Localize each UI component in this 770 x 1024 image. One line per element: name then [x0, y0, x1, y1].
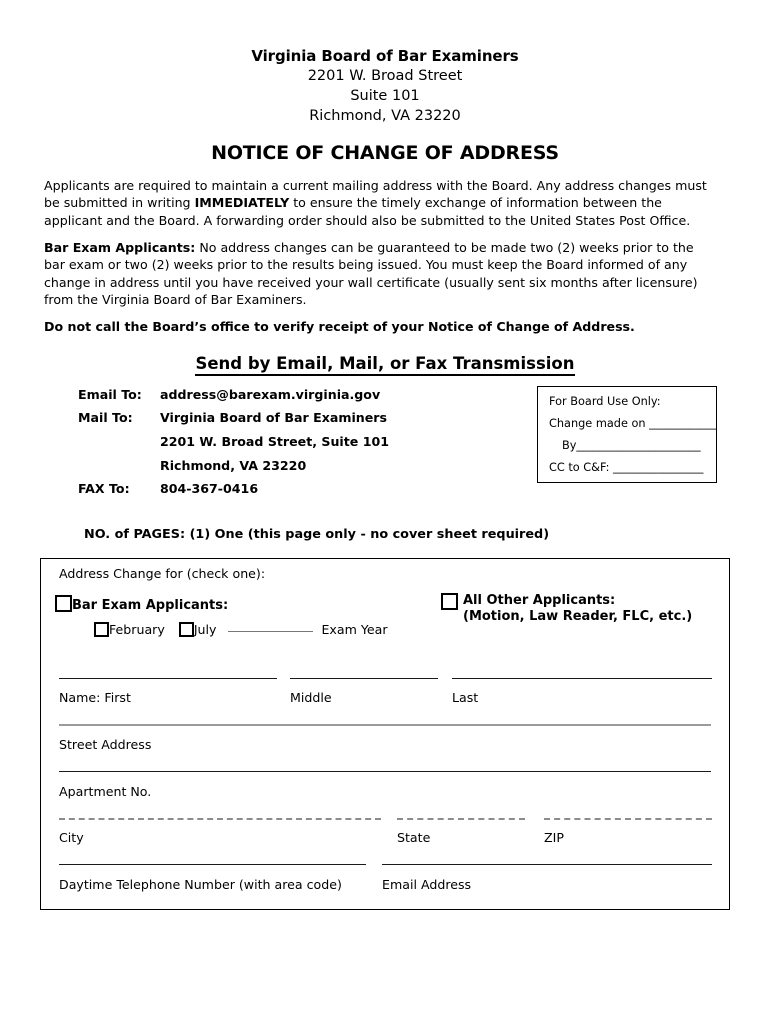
option-all-other-applicants[interactable]	[441, 593, 692, 625]
line-name-middle[interactable]	[290, 678, 438, 679]
bar-exam-applicants-emphasis: Bar Exam Applicants:	[44, 240, 196, 255]
exam-year-input[interactable]	[228, 619, 313, 632]
checkbox-july[interactable]	[179, 622, 194, 637]
address-change-form-box	[40, 558, 730, 910]
paragraph-bar-exam-text: No address changes can be guaranteed to be made two (2) weeks prior to the bar exam or two (2) weeks prior to the results being issued. You must keep the Board informed of any change in address until you have received your wall certificate (usually sent six months after licensure) from the Virginia Board of Bar Examiners.	[44, 240, 698, 307]
label-email-address: Email Address	[382, 877, 472, 892]
paragraph-requirement	[44, 177, 710, 229]
header-address-line-2: Suite 101	[350, 88, 420, 104]
label-july: July	[193, 622, 217, 637]
checkbox-february[interactable]	[94, 622, 109, 637]
board-use-only-box	[537, 386, 717, 483]
exam-season-row	[94, 619, 388, 637]
send-method-heading	[0, 354, 770, 373]
send-method-heading-text: Send by Email, Mail, or Fax Transmission	[195, 354, 574, 376]
label-name-first: Name: First	[59, 690, 131, 705]
option-bar-exam-applicants[interactable]	[55, 595, 228, 613]
header-address-line-3: Richmond, VA 23220	[309, 108, 461, 124]
line-name-first[interactable]	[59, 678, 277, 679]
line-name-last[interactable]	[452, 678, 712, 679]
option-all-other-label: All Other Applicants:	[463, 593, 616, 608]
contact-label-mail: Mail To:	[78, 410, 133, 425]
page-title: NOTICE OF CHANGE OF ADDRESS	[211, 142, 559, 164]
label-city: City	[59, 830, 84, 845]
option-all-other-sublabel: (Motion, Law Reader, FLC, etc.)	[463, 609, 693, 624]
contact-value-email[interactable]: address@barexam.virginia.gov	[160, 387, 381, 402]
label-zip: ZIP	[544, 830, 564, 845]
board-use-title: For Board Use Only:	[549, 395, 661, 408]
line-state[interactable]	[397, 818, 525, 820]
contact-value-mail-org: Virginia Board of Bar Examiners	[160, 410, 387, 425]
contact-value-mail-street: 2201 W. Broad Street, Suite 101	[160, 434, 389, 449]
organization-name: Virginia Board of Bar Examiners	[251, 47, 519, 65]
board-use-cc-to-cf[interactable]: CC to C&F: ________________	[549, 461, 704, 474]
paragraph-requirement-part-1: Applicants are required to maintain a current mailing address with the Board. Any address changes must be submitted in writing	[44, 178, 707, 211]
contact-value-fax: 804-367-0416	[160, 481, 259, 496]
paragraph-do-not-call: Do not call the Board’s office to verify receipt of your Notice of Change of Address.	[44, 319, 635, 334]
number-of-pages-note: NO. of PAGES: (1) One (this page only - no cover sheet required)	[84, 527, 550, 542]
label-name-middle: Middle	[290, 690, 332, 705]
board-use-by[interactable]: By______________________	[562, 439, 701, 452]
label-street-address: Street Address	[59, 737, 152, 752]
line-city[interactable]	[59, 818, 381, 820]
option-all-other-text	[463, 593, 692, 625]
label-apartment-no: Apartment No.	[59, 784, 152, 799]
line-street-address[interactable]	[59, 724, 711, 726]
label-name-last: Last	[452, 690, 479, 705]
paragraph-requirement-part-2: to ensure the timely exchange of information between the applicant and the Board. A forwarding order should also be submitted to the United States Post Office.	[44, 195, 691, 228]
option-bar-exam-label: Bar Exam Applicants:	[72, 598, 229, 613]
label-daytime-telephone: Daytime Telephone Number (with area code)	[59, 877, 342, 892]
contact-label-fax: FAX To:	[78, 481, 130, 496]
checkbox-all-other-applicants[interactable]	[441, 593, 458, 610]
line-email-address[interactable]	[382, 864, 712, 865]
board-use-change-made-on[interactable]: Change made on ____________	[549, 417, 717, 430]
label-february: February	[109, 622, 165, 637]
header-address-line-1: 2201 W. Broad Street	[307, 68, 463, 84]
label-state: State	[397, 830, 431, 845]
line-zip[interactable]	[544, 818, 712, 820]
checkbox-bar-exam-applicants[interactable]	[55, 595, 72, 612]
contact-value-mail-city: Richmond, VA 23220	[160, 458, 307, 473]
contact-label-email: Email To:	[78, 387, 142, 402]
line-daytime-telephone[interactable]	[59, 864, 366, 865]
immediately-emphasis: IMMEDIATELY	[194, 195, 290, 211]
line-apartment-no[interactable]	[59, 771, 711, 772]
paragraph-bar-exam-applicants	[44, 239, 710, 308]
form-instruction: Address Change for (check one):	[59, 566, 266, 581]
label-exam-year: Exam Year	[321, 622, 388, 637]
